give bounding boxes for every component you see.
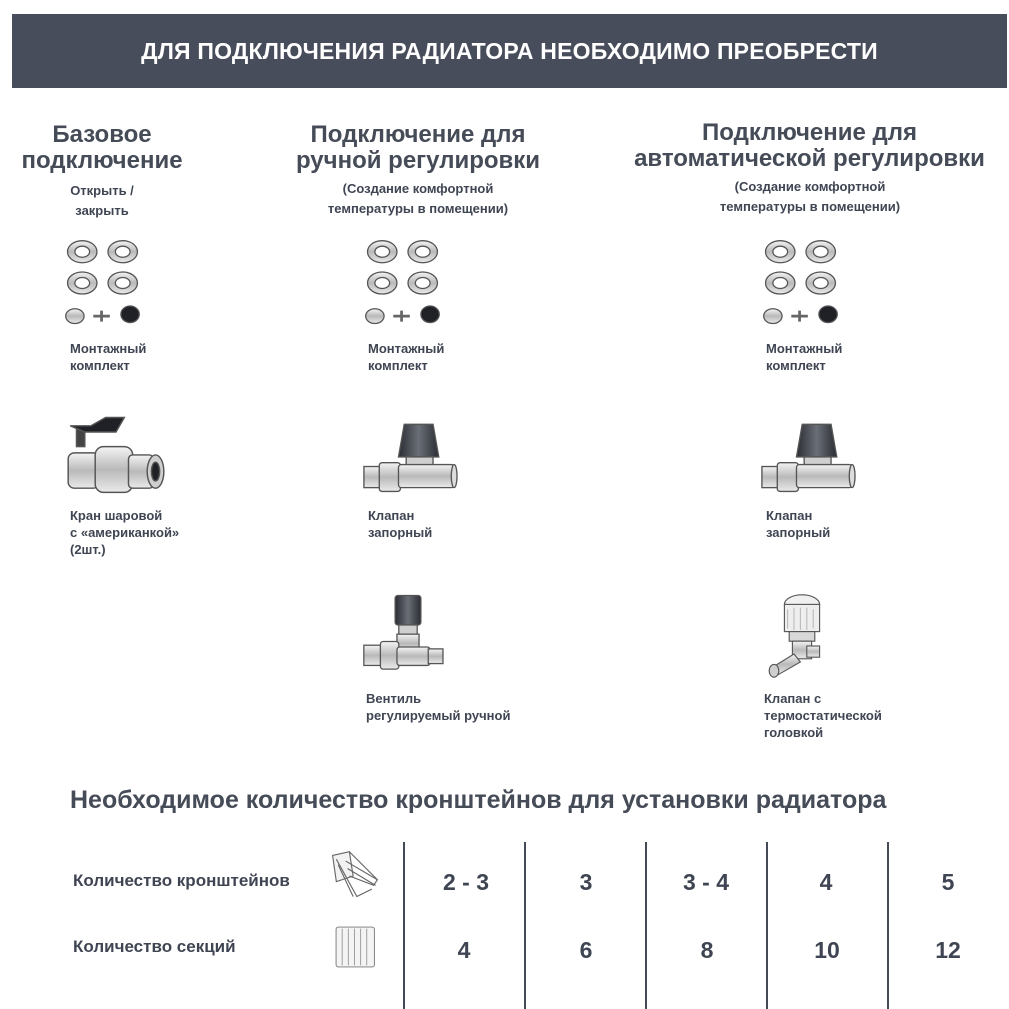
bracket-count-cell: 2 - 3 [442,869,490,895]
caption-line: с «американкой» [70,525,180,540]
column-subtitle-manual [298,179,538,219]
caption-shutoff-valve [368,507,432,541]
caption-line: Клапан с [764,691,822,706]
column-title-automatic [612,120,1007,172]
table-divider [524,842,526,1009]
column-title-line: Базовое [52,121,152,148]
column-subtitle-line: (Создание комфортной [342,181,494,196]
caption-line: Клапан [368,508,415,523]
caption-mounting-kit [70,340,146,374]
column-title-line: подключение [21,147,183,174]
header-banner [12,14,1007,88]
caption-manual-valve [366,690,510,724]
section-count-cell: 10 [814,937,840,963]
mounting-kit-icon [62,233,154,333]
section-count-cell: 4 [457,937,471,963]
bracket-icon [327,848,383,904]
thermostatic-valve-icon [762,582,842,686]
caption-line: комплект [766,358,826,373]
bracket-count-cell: 4 [819,869,833,895]
caption-mounting-kit [368,340,444,374]
column-subtitle-automatic [690,177,930,217]
caption-line: Монтажный [70,341,147,356]
column-subtitle-line: температуры в помещении) [327,201,509,216]
ball-valve-icon [64,415,168,499]
caption-line: (2шт.) [70,542,106,557]
column-title-line: автоматической регулировки [634,145,985,172]
caption-line: термостатической [764,708,882,723]
caption-shutoff-valve [766,507,830,541]
caption-ball-valve [70,507,179,558]
table-divider [887,842,889,1009]
caption-line: головкой [764,725,824,740]
section-count-cell: 6 [579,937,593,963]
column-title-line: ручной регулировки [295,147,541,174]
column-title-manual [268,122,568,174]
caption-line: Монтажный [368,341,445,356]
mounting-kit-icon [362,233,454,333]
caption-line: комплект [368,358,428,373]
column-title-basic [12,122,192,174]
manual-valve-icon [362,588,454,684]
shutoff-valve-icon [760,414,856,496]
section-count-cell: 12 [935,937,961,963]
caption-line: Монтажный [766,341,843,356]
bracket-count-cell: 3 [579,869,593,895]
column-title-line: Подключение для [310,121,526,148]
bracket-count-cell: 3 - 4 [682,869,730,895]
column-title-line: Подключение для [702,119,917,146]
caption-line: регулируемый ручной [366,708,511,723]
shutoff-valve-icon [362,414,458,496]
table-divider [645,842,647,1009]
column-subtitle-basic [22,181,182,221]
caption-line: Вентиль [366,691,422,706]
column-subtitle-line: температуры в помещении) [719,199,901,214]
caption-thermostatic-valve [764,690,882,741]
column-subtitle-line: Открыть / [70,183,134,198]
caption-line: Кран шаровой [70,508,163,523]
row-label-brackets: Количество кронштейнов [73,871,290,890]
caption-line: комплект [70,358,130,373]
column-subtitle-line: (Создание комфортной [734,179,886,194]
radiator-icon [333,920,379,974]
column-subtitle-line: закрыть [75,203,129,218]
row-label-sections: Количество секций [73,937,236,956]
bracket-count-cell: 5 [941,869,955,895]
banner-title: ДЛЯ ПОДКЛЮЧЕНИЯ РАДИАТОРА НЕОБХОДИМО ПРЕОБРЕСТИ [141,37,878,64]
mounting-kit-icon [760,233,852,333]
caption-line: запорный [766,525,831,540]
table-divider [766,842,768,1009]
table-divider [403,842,405,1009]
brackets-section-title: Необходимое количество кронштейнов для установки радиатора [70,786,887,814]
caption-line: Клапан [766,508,813,523]
caption-mounting-kit [766,340,842,374]
caption-line: запорный [368,525,433,540]
section-count-cell: 8 [700,937,714,963]
